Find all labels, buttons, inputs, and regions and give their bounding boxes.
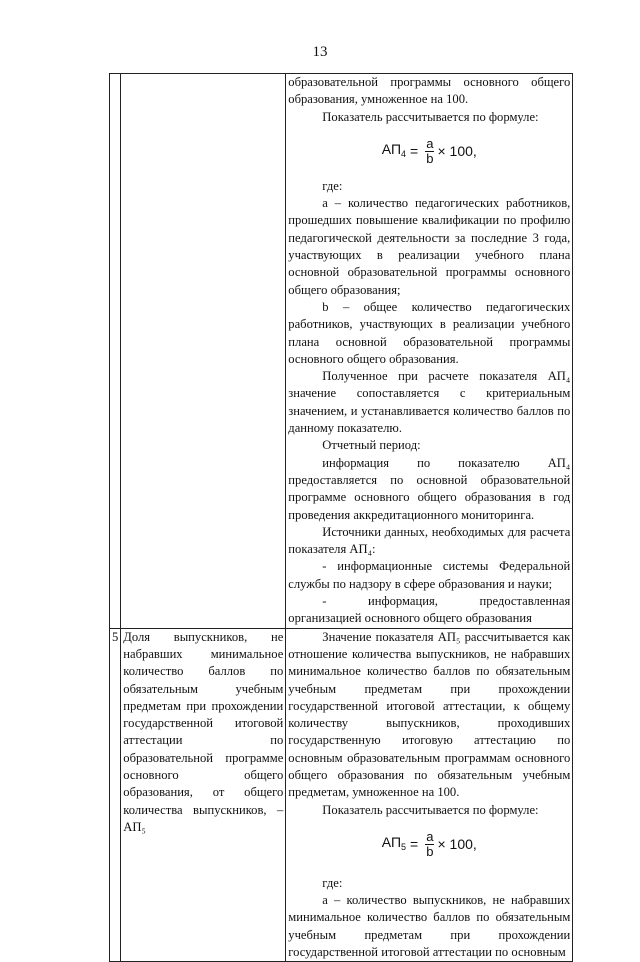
indicator-description	[286, 74, 573, 629]
formula-numerator: a	[426, 136, 434, 152]
formula-intro: Показатель рассчитывается по формуле:	[322, 109, 539, 124]
source-item: - информационные системы Федеральной службы по надзору в сфере образования и науки;	[288, 559, 571, 591]
period-label: Отчетный период:	[322, 438, 421, 453]
formula-rhs: × 100,	[437, 143, 477, 160]
formula	[288, 132, 570, 172]
row-number: 5	[110, 628, 121, 962]
formula-fraction	[425, 137, 434, 166]
formula-numerator: a	[426, 829, 434, 845]
indicators-table	[109, 73, 573, 962]
indicator-name	[121, 74, 286, 629]
formula-lhs: $АП_4$	[381, 140, 407, 159]
page-number: 13	[312, 44, 328, 60]
definition-b: b – общее количество педагогических работников, участвующих в реализации учебного плана основной образовательной программы основного общего образования.	[288, 299, 571, 366]
formula-fraction	[425, 830, 434, 859]
description-paragraph: Значение показателя АП₅ рассчитывается как отношение количества выпускников, не набравших минимальное количество баллов по обязательным учебным предметам при прохождении государственной итоговой аттестации, к общему количеству выпускников, проходивших государственную итоговую аттестацию по основным образовательным программам основного общего образования по обязательным учебным предметам, умноженное на 100.	[288, 629, 571, 800]
table-row	[110, 628, 573, 962]
formula-intro: Показатель рассчитывается по формуле:	[322, 802, 539, 817]
where-label: где:	[322, 178, 343, 193]
formula	[288, 825, 570, 865]
description-paragraph: образовательной программы основного общего образования, умноженное на 100.	[288, 75, 571, 107]
source-item-continuation: организацией основного общего образования	[288, 611, 532, 626]
formula-eq: =	[410, 143, 419, 160]
result-paragraph: Полученное при расчете показателя АП₄ значение сопоставляется с критериальным значением, и устанавливается количество баллов по данному показателю.	[288, 369, 571, 436]
formula-rhs: × 100,	[437, 836, 477, 853]
formula-denominator: b	[426, 844, 434, 860]
sources-label: Источники данных, необходимых для расчета показателя АП₄:	[288, 524, 571, 557]
formula-denominator: b	[426, 151, 434, 167]
row-number	[110, 74, 121, 629]
source-item: - информация, предоставленная	[322, 594, 571, 609]
formula-lhs: $АП_5$	[381, 833, 407, 852]
formula-eq: =	[410, 836, 419, 853]
definition-a: а – количество педагогических работников, прошедших повышение квалификации по профилю педагогической деятельности за последние 3 года, участвующих в реализации учебного плана основной образовательной программы основного общего образования;	[288, 196, 571, 297]
period-paragraph: информация по показателю АП₄ предоставляется по основной образовательной программе основного общего образования в год проведения аккредитационного мониторинга.	[288, 455, 571, 522]
indicator-description	[286, 628, 573, 962]
where-label: где:	[322, 875, 343, 890]
definition-a: а – количество выпускников, не набравших минимальное количество баллов по обязательным учебным предметам при прохождении государственной итоговой аттестации по основным	[288, 893, 571, 960]
indicator-name: Доля выпускников, не набравших минимальное количество баллов по обязательным учебным предметам при прохождении государственной итоговой аттестации по образовательной программе основного общего образования, от общего количества выпускников, – АП₅	[121, 628, 286, 962]
table-row	[110, 74, 573, 629]
